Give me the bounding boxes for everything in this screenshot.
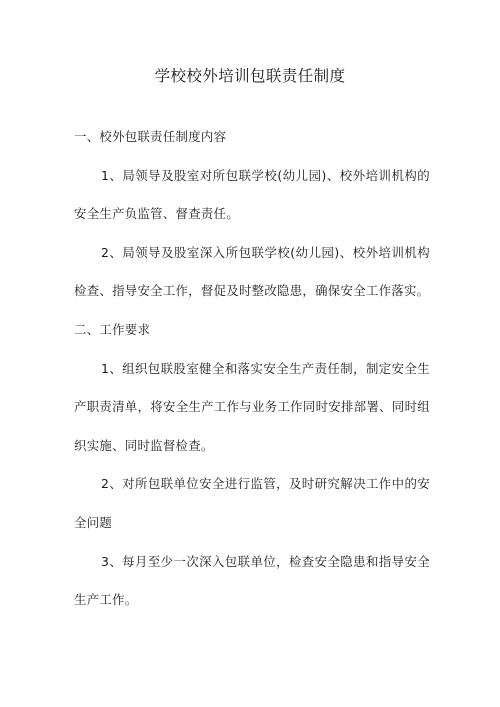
paragraph: 2、对所包联单位安全进行监管，及时研究解决工作中的安全问题 bbox=[74, 476, 430, 530]
paragraph: 1、组织包联股室健全和落实安全生产责任制，制定安全生产职责清单，将安全生产工作与业务工作同时安排部署、同时组织实施、同时监督检查。 bbox=[74, 360, 430, 453]
paragraph: 3、每月至少一次深入包联单位，检查安全隐患和指导安全生产工作。 bbox=[74, 553, 430, 608]
paragraph: 2、局领导及股室深入所包联学校(幼儿园)、校外培训机构检查、指导安全工作，督促及时整改隐患，确保安全工作落实。 bbox=[74, 244, 430, 299]
paragraph: 1、局领导及股室对所包联学校(幼儿园)、校外培训机构的安全生产负监管、督查责任。 bbox=[74, 167, 430, 222]
document-body bbox=[74, 118, 430, 620]
section-heading-requirements: 二、工作要求 bbox=[74, 321, 151, 337]
document-title: 学校校外培训包联责任制度 bbox=[154, 67, 346, 85]
section-heading-content: 一、校外包联责任制度内容 bbox=[74, 129, 227, 144]
